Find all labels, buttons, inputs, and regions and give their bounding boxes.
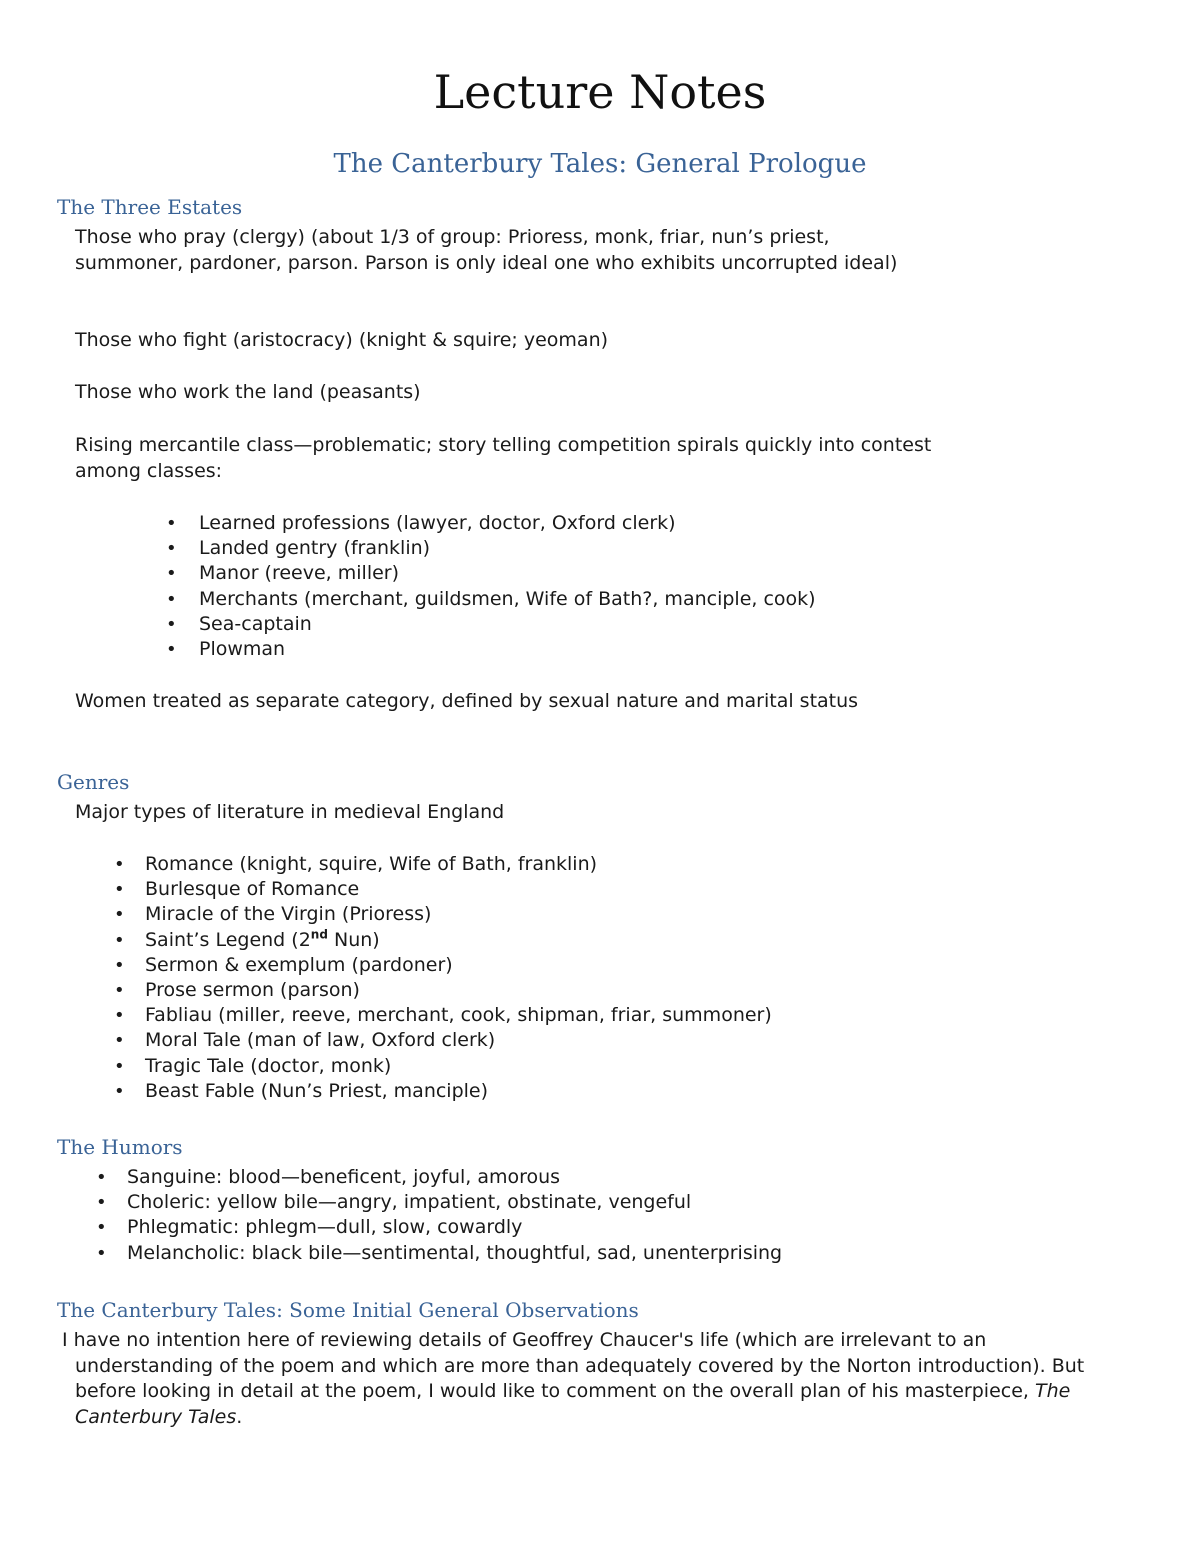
- list-item: • Sea-captain: [199, 612, 816, 637]
- list-item: • Sanguine: blood—beneficent, joyful, amorous: [127, 1165, 782, 1190]
- heading-humors: The Humors: [57, 1135, 183, 1159]
- list-item: • Moral Tale (man of law, Oxford clerk): [145, 1028, 772, 1053]
- list-item: • Choleric: yellow bile—angry, impatient, obstinate, vengeful: [127, 1190, 782, 1215]
- heading-observations: The Canterbury Tales: Some Initial General Observations: [57, 1298, 639, 1322]
- heading-three-estates: The Three Estates: [57, 195, 243, 219]
- list-item: • Manor (reeve, miller): [199, 561, 816, 586]
- document-subtitle: The Canterbury Tales: General Prologue: [333, 149, 867, 179]
- list-item: • Sermon & exemplum (pardoner): [145, 953, 772, 978]
- estates-women-paragraph: Women treated as separate category, defined by sexual nature and marital status: [75, 690, 859, 712]
- classes-list: [166, 511, 816, 662]
- bullet-icon: •: [96, 1242, 107, 1264]
- list-item: • Romance (knight, squire, Wife of Bath, franklin): [145, 852, 772, 877]
- list-item: • Burlesque of Romance: [145, 877, 772, 902]
- bullet-icon: •: [114, 1055, 125, 1077]
- bullet-icon: •: [166, 639, 177, 661]
- list-item: • Learned professions (lawyer, doctor, Oxford clerk): [199, 511, 816, 536]
- list-item: • Merchants (merchant, guildsmen, Wife of Bath?, manciple, cook): [199, 587, 816, 612]
- estates-mercantile-paragraph: Rising mercantile class—problematic; story telling competition spirals quickly into contest among classes:: [75, 434, 932, 482]
- bullet-icon: •: [96, 1167, 107, 1188]
- bullet-icon: •: [114, 1080, 125, 1102]
- list-item: • Saint’s Legend (2nd Nun): [145, 928, 772, 953]
- bullet-icon: •: [166, 538, 177, 560]
- genres-list: [114, 852, 772, 1104]
- observations-paragraph: I have no intention here of reviewing details of Geoffrey Chaucer's life (which are irrelevant to an understanding of the poem and which are more than adequately covered by the Norton introduction). But before looking in detail at the poem, I would like to comment on the overall plan of his masterpiece, The Canterbury Tales.: [62, 1329, 1085, 1428]
- list-item: • Miracle of the Virgin (Prioress): [145, 902, 772, 927]
- estates-fight-paragraph: Those who fight (aristocracy) (knight & squire; yeoman): [75, 329, 609, 351]
- bullet-icon: •: [114, 980, 125, 1002]
- bullet-icon: •: [114, 1030, 125, 1052]
- list-item: • Phlegmatic: phlegm—dull, slow, cowardly: [127, 1215, 782, 1240]
- bullet-icon: •: [166, 613, 177, 635]
- bullet-icon: •: [114, 954, 125, 976]
- bullet-icon: •: [166, 563, 177, 585]
- list-item: • Plowman: [199, 637, 816, 662]
- humors-list: [96, 1165, 783, 1266]
- list-item: • Fabliau (miller, reeve, merchant, cook, shipman, friar, summoner): [145, 1003, 772, 1028]
- list-item: • Prose sermon (parson): [145, 978, 772, 1003]
- list-item: • Beast Fable (Nun’s Priest, manciple): [145, 1079, 772, 1104]
- genres-intro: Major types of literature in medieval England: [75, 801, 505, 823]
- bullet-icon: •: [166, 513, 177, 534]
- bullet-icon: •: [96, 1192, 107, 1214]
- estates-work-paragraph: Those who work the land (peasants): [75, 381, 421, 403]
- heading-genres: Genres: [57, 770, 130, 794]
- bullet-icon: •: [114, 854, 125, 875]
- bullet-icon: •: [166, 588, 177, 610]
- bullet-icon: •: [114, 879, 125, 901]
- bullet-icon: •: [114, 1005, 125, 1027]
- estates-pray-paragraph: Those who pray (clergy) (about 1/3 of group: Prioress, monk, friar, nun’s priest, summoner, pardoner, parson. Parson is only ideal one who exhibits uncorrupted ideal): [75, 226, 898, 274]
- bullet-icon: •: [96, 1217, 107, 1239]
- list-item: • Landed gentry (franklin): [199, 536, 816, 561]
- list-item: • Melancholic: black bile—sentimental, thoughtful, sad, unenterprising: [127, 1241, 782, 1266]
- list-item: • Tragic Tale (doctor, monk): [145, 1054, 772, 1079]
- work-title: The Canterbury Tales: [75, 1380, 1071, 1428]
- document-title: Lecture Notes: [433, 65, 767, 119]
- bullet-icon: •: [114, 904, 125, 926]
- bullet-icon: •: [114, 929, 125, 951]
